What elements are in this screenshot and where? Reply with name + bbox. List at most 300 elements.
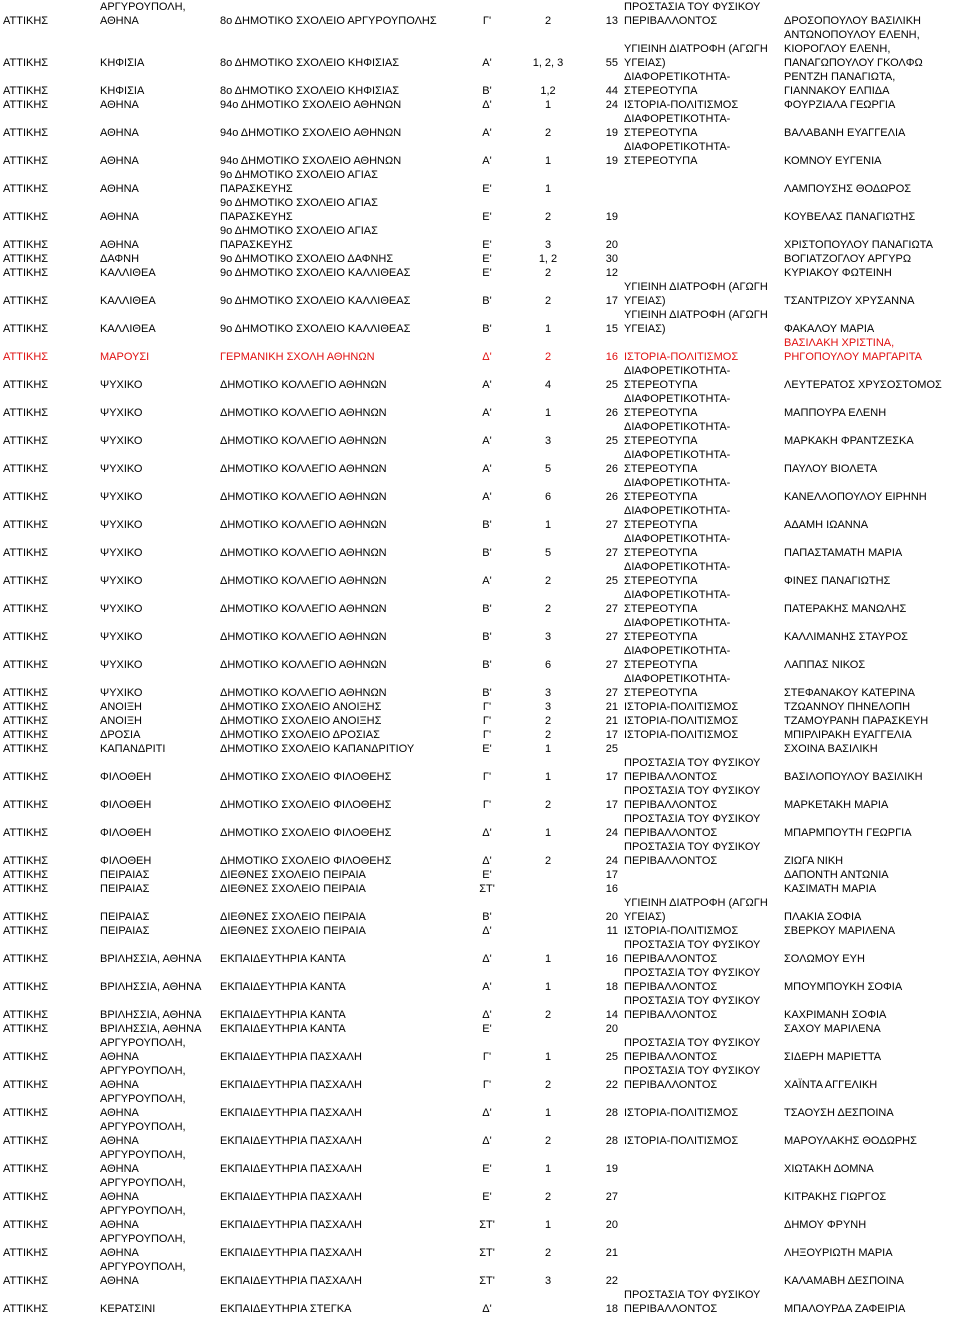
students-cell: 24	[605, 99, 618, 111]
region-cell: ΑΤΤΙΚΗΣ	[3, 155, 49, 167]
grade-cell: Δ'	[482, 953, 492, 965]
section-cell: 2	[544, 855, 552, 867]
subject-cell: ΥΓΙΕΙΝΗ ΔΙΑΤΡΟΦΗ (ΑΓΩΓΗ ΥΓΕΙΑΣ)	[624, 897, 768, 923]
school-cell: 9ο ΔΗΜΟΤΙΚΟ ΣΧΟΛΕΙΟ ΚΑΛΛΙΘΕΑΣ	[220, 295, 411, 307]
subject-cell: ΔΙΑΦΟΡΕΤΙΚΟΤΗΤΑ- ΣΤΕΡΕΟΤΥΠΑ	[624, 617, 731, 643]
area-cell: ΑΘΗΝΑ	[100, 127, 139, 139]
subject-cell: ΙΣΤΟΡΙΑ-ΠΟΛΙΤΙΣΜΟΣ	[624, 351, 739, 363]
table-row	[0, 1036, 960, 1064]
grade-cell: Δ'	[482, 827, 492, 839]
subject-cell: ΠΡΟΣΤΑΣΙΑ ΤΟΥ ΦΥΣΙΚΟΥ ΠΕΡΙΒΑΛΛΟΝΤΟΣ	[624, 967, 761, 993]
region-cell: ΑΤΤΙΚΗΣ	[3, 687, 49, 699]
section-cell: 2	[544, 127, 552, 139]
subject-cell: ΔΙΑΦΟΡΕΤΙΚΟΤΗΤΑ- ΣΤΕΡΕΟΤΥΠΑ	[624, 589, 731, 615]
section-cell: 1	[544, 183, 552, 195]
grade-cell: Β'	[482, 85, 492, 97]
section-cell: 2	[544, 211, 552, 223]
grade-cell: Γ'	[482, 729, 492, 741]
section-cell: 1	[544, 1107, 552, 1119]
section-cell: 1	[544, 771, 552, 783]
grade-cell: Δ'	[482, 351, 492, 363]
teacher-cell: ΜΠΑΡΜΠΟΥΤΗ ΓΕΩΡΓΙΑ	[784, 827, 912, 839]
section-cell: 3	[544, 631, 552, 643]
area-cell: ΚΑΛΛΙΘΕΑ	[100, 295, 156, 307]
section-cell: 1	[544, 743, 552, 755]
subject-cell: ΙΣΤΟΡΙΑ-ΠΟΛΙΤΙΣΜΟΣ	[624, 1107, 739, 1119]
subject-cell: ΠΡΟΣΤΑΣΙΑ ΤΟΥ ΦΥΣΙΚΟΥ ΠΕΡΙΒΑΛΛΟΝΤΟΣ	[624, 1065, 761, 1091]
grade-cell: Γ'	[482, 1079, 492, 1091]
students-cell: 27	[605, 519, 618, 531]
section-cell: 1	[544, 323, 552, 335]
region-cell: ΑΤΤΙΚΗΣ	[3, 729, 49, 741]
teacher-cell: ΚΙΤΡΑΚΗΣ ΓΙΩΡΓΟΣ	[784, 1191, 887, 1203]
school-cell: 94ο ΔΗΜΟΤΙΚΟ ΣΧΟΛΕΙΟ ΑΘΗΝΩΝ	[220, 99, 402, 111]
school-cell: ΔΗΜΟΤΙΚΟ ΣΧΟΛΕΙΟ ΦΙΛΟΘΕΗΣ	[220, 771, 392, 783]
students-cell: 19	[605, 155, 618, 167]
subject-cell: ΥΓΙΕΙΝΗ ΔΙΑΤΡΟΦΗ (ΑΓΩΓΗ ΥΓΕΙΑΣ)	[624, 281, 768, 307]
region-cell: ΑΤΤΙΚΗΣ	[3, 295, 49, 307]
school-cell: ΕΚΠΑΙΔΕΥΤΗΡΙΑ ΠΑΣΧΑΛΗ	[220, 1051, 362, 1063]
subject-cell: ΔΙΑΦΟΡΕΤΙΚΟΤΗΤΑ- ΣΤΕΡΕΟΤΥΠΑ	[624, 561, 731, 587]
region-cell: ΑΤΤΙΚΗΣ	[3, 827, 49, 839]
school-cell: 9ο ΔΗΜΟΤΙΚΟ ΣΧΟΛΕΙΟ ΚΑΛΛΙΘΕΑΣ	[220, 323, 411, 335]
teacher-cell: ΣΙΔΕΡΗ ΜΑΡΙΕΤΤΑ	[784, 1051, 882, 1063]
subject-cell: ΙΣΤΟΡΙΑ-ΠΟΛΙΤΙΣΜΟΣ	[624, 1135, 739, 1147]
area-cell: ΜΑΡΟΥΣΙ	[100, 351, 150, 363]
table-row	[0, 742, 960, 756]
teacher-cell: ΚΟΥΒΕΛΑΣ ΠΑΝΑΓΙΩΤΗΣ	[784, 211, 916, 223]
section-cell: 1	[544, 953, 552, 965]
teacher-cell: ΦΙΝΕΣ ΠΑΝΑΓΙΩΤΗΣ	[784, 575, 891, 587]
grade-cell: Ε'	[482, 267, 492, 279]
area-cell: ΑΝΟΙΞΗ	[100, 701, 142, 713]
subject-cell	[621, 224, 781, 252]
school-cell: ΔΗΜΟΤΙΚΟ ΣΧΟΛΕΙΟ ΔΡΟΣΙΑΣ	[220, 729, 380, 741]
section-cell: 2	[544, 799, 552, 811]
section-cell: 2	[544, 15, 552, 27]
grade-cell: Α'	[482, 379, 492, 391]
grade-cell: Β'	[482, 687, 492, 699]
school-cell: ΔΗΜΟΤΙΚΟ ΣΧΟΛΕΙΟ ΦΙΛΟΘΕΗΣ	[220, 799, 392, 811]
area-cell: ΑΡΓΥΡΟΥΠΟΛΗ, ΑΘΗΝΑ	[100, 1177, 186, 1203]
teacher-cell: ΚΑΛΑΜΑΒΗ ΔΕΣΠΟΙΝΑ	[784, 1275, 904, 1287]
subject-cell: ΔΙΑΦΟΡΕΤΙΚΟΤΗΤΑ- ΣΤΕΡΕΟΤΥΠΑ	[624, 673, 731, 699]
grade-cell: Δ'	[482, 1009, 492, 1021]
grade-cell: Ε'	[482, 239, 492, 251]
subject-cell: ΠΡΟΣΤΑΣΙΑ ΤΟΥ ΦΥΣΙΚΟΥ ΠΕΡΙΒΑΛΛΟΝΤΟΣ	[624, 1037, 761, 1063]
section-cell	[517, 924, 579, 938]
region-cell: ΑΤΤΙΚΗΣ	[3, 211, 49, 223]
region-cell: ΑΤΤΙΚΗΣ	[3, 631, 49, 643]
grade-cell: ΣΤ'	[479, 1275, 495, 1287]
area-cell: ΑΡΓΥΡΟΥΠΟΛΗ, ΑΘΗΝΑ	[100, 1121, 186, 1147]
students-cell: 21	[605, 701, 618, 713]
subject-cell: ΔΙΑΦΟΡΕΤΙΚΟΤΗΤΑ- ΣΤΕΡΕΟΤΥΠΑ	[624, 141, 731, 167]
subject-cell: ΔΙΑΦΟΡΕΤΙΚΟΤΗΤΑ- ΣΤΕΡΕΟΤΥΠΑ	[624, 505, 731, 531]
subject-cell: ΔΙΑΦΟΡΕΤΙΚΟΤΗΤΑ- ΣΤΕΡΕΟΤΥΠΑ	[624, 421, 731, 447]
table-row	[0, 868, 960, 882]
area-cell: ΔΡΟΣΙΑ	[100, 729, 141, 741]
area-cell: ΑΘΗΝΑ	[100, 239, 139, 251]
school-cell: ΔΙΕΘΝΕΣ ΣΧΟΛΕΙΟ ΠΕΙΡΑΙΑ	[220, 869, 366, 881]
grade-cell: Δ'	[482, 1135, 492, 1147]
students-cell: 55	[605, 57, 618, 69]
students-cell: 11	[606, 925, 618, 937]
grade-cell: Γ'	[482, 715, 492, 727]
area-cell: ΦΙΛΟΘΕΗ	[100, 827, 152, 839]
area-cell: ΒΡΙΛΗΣΣΙΑ, ΑΘΗΝΑ	[100, 953, 202, 965]
subject-cell: ΔΙΑΦΟΡΕΤΙΚΟΤΗΤΑ- ΣΤΕΡΕΟΤΥΠΑ	[624, 365, 731, 391]
section-cell: 1, 2, 3	[532, 57, 564, 69]
students-cell: 17	[605, 729, 618, 741]
students-cell: 17	[605, 869, 618, 881]
area-cell: ΑΡΓΥΡΟΥΠΟΛΗ, ΑΘΗΝΑ	[100, 1233, 186, 1259]
region-cell: ΑΤΤΙΚΗΣ	[3, 407, 49, 419]
area-cell: ΨΥΧΙΚΟ	[100, 463, 143, 475]
table-row	[0, 644, 960, 672]
school-cell: ΕΚΠΑΙΔΕΥΤΗΡΙΑ ΣΤΕΓΚΑ	[220, 1303, 352, 1315]
school-cell: ΔΗΜΟΤΙΚΟ ΚΟΛΛΕΓΙΟ ΑΘΗΝΩΝ	[220, 463, 387, 475]
school-cell: ΕΚΠΑΙΔΕΥΤΗΡΙΑ ΚΑΝΤΑ	[220, 953, 346, 965]
school-cell: ΔΗΜΟΤΙΚΟ ΚΟΛΛΕΓΙΟ ΑΘΗΝΩΝ	[220, 687, 387, 699]
school-cell: ΕΚΠΑΙΔΕΥΤΗΡΙΑ ΚΑΝΤΑ	[220, 981, 346, 993]
area-cell: ΠΕΙΡΑΙΑΣ	[100, 925, 150, 937]
section-cell	[517, 1288, 579, 1316]
region-cell: ΑΤΤΙΚΗΣ	[3, 239, 49, 251]
area-cell: ΑΡΓΥΡΟΥΠΟΛΗ, ΑΘΗΝΑ	[100, 1093, 186, 1119]
section-cell: 2	[544, 1191, 552, 1203]
teacher-cell: ΠΑΠΑΣΤΑΜΑΤΗ ΜΑΡΙΑ	[784, 547, 903, 559]
students-cell: 20	[605, 1023, 618, 1035]
students-cell: 26	[605, 463, 618, 475]
grade-cell: Ε'	[482, 183, 492, 195]
grade-cell: Δ'	[482, 855, 492, 867]
school-cell: ΔΗΜΟΤΙΚΟ ΚΟΛΛΕΓΙΟ ΑΘΗΝΩΝ	[220, 435, 387, 447]
teacher-cell: ΜΑΠΠΟΥΡΑ ΕΛΕΝΗ	[784, 407, 887, 419]
subject-cell: ΠΡΟΣΤΑΣΙΑ ΤΟΥ ΦΥΣΙΚΟΥ ΠΕΡΙΒΑΛΛΟΝΤΟΣ	[624, 939, 761, 965]
area-cell: ΨΥΧΙΚΟ	[100, 631, 143, 643]
subject-cell: ΥΓΙΕΙΝΗ ΔΙΑΤΡΟΦΗ (ΑΓΩΓΗ ΥΓΕΙΑΣ)	[624, 309, 768, 335]
table-row	[0, 672, 960, 700]
area-cell: ΨΥΧΙΚΟ	[100, 659, 143, 671]
teacher-cell: ΜΠΑΛΟΥΡΔΑ ΖΑΦΕΙΡΙΑ	[784, 1303, 906, 1315]
region-cell: ΑΤΤΙΚΗΣ	[3, 743, 49, 755]
section-cell: 1	[544, 1051, 552, 1063]
section-cell: 2	[544, 267, 552, 279]
students-cell: 19	[605, 127, 618, 139]
subject-cell	[621, 196, 781, 224]
area-cell: ΨΥΧΙΚΟ	[100, 519, 143, 531]
section-cell: 1, 2	[538, 253, 558, 265]
region-cell: ΑΤΤΙΚΗΣ	[3, 953, 49, 965]
table-row	[0, 728, 960, 742]
subject-cell	[621, 266, 781, 280]
teacher-cell: ΣΧΟΙΝΑ ΒΑΣΙΛΙΚΗ	[784, 743, 878, 755]
table-row	[0, 994, 960, 1022]
students-cell: 25	[605, 743, 618, 755]
section-cell: 1	[544, 981, 552, 993]
students-cell: 28	[605, 1135, 618, 1147]
teacher-cell: ΣΤΕΦΑΝΑΚΟΥ ΚΑΤΕΡΙΝΑ	[784, 687, 915, 699]
teacher-cell: ΜΑΡΚΕΤΑΚΗ ΜΑΡΙΑ	[784, 799, 889, 811]
table-row	[0, 924, 960, 938]
students-cell: 22	[605, 1275, 618, 1287]
students-cell: 27	[605, 547, 618, 559]
teacher-cell: ΔΑΠΟΝΤΗ ΑΝΤΩΝΙΑ	[784, 869, 889, 881]
region-cell: ΑΤΤΙΚΗΣ	[3, 1009, 49, 1021]
school-cell: ΕΚΠΑΙΔΕΥΤΗΡΙΑ ΚΑΝΤΑ	[220, 1009, 346, 1021]
region-cell: ΑΤΤΙΚΗΣ	[3, 435, 49, 447]
section-cell: 3	[544, 687, 552, 699]
students-cell: 26	[605, 491, 618, 503]
area-cell: ΨΥΧΙΚΟ	[100, 491, 143, 503]
region-cell: ΑΤΤΙΚΗΣ	[3, 1191, 49, 1203]
students-cell: 20	[605, 239, 618, 251]
teacher-cell: ΛΑΠΠΑΣ ΝΙΚΟΣ	[784, 659, 866, 671]
table-row	[0, 700, 960, 714]
area-cell: ΚΗΦΙΣΙΑ	[100, 85, 145, 97]
region-cell: ΑΤΤΙΚΗΣ	[3, 1219, 49, 1231]
area-cell: ΨΥΧΙΚΟ	[100, 575, 143, 587]
area-cell: ΠΕΙΡΑΙΑΣ	[100, 869, 150, 881]
area-cell: ΨΥΧΙΚΟ	[100, 435, 143, 447]
teacher-cell: ΜΑΡΟΥΛΑΚΗΣ ΘΟΔΩΡΗΣ	[784, 1135, 917, 1147]
table-row	[0, 840, 960, 868]
area-cell: ΦΙΛΟΘΕΗ	[100, 771, 152, 783]
table-row	[0, 420, 960, 448]
region-cell: ΑΤΤΙΚΗΣ	[3, 15, 49, 27]
school-cell: ΔΗΜΟΤΙΚΟ ΚΟΛΛΕΓΙΟ ΑΘΗΝΩΝ	[220, 519, 387, 531]
table-row	[0, 714, 960, 728]
region-cell: ΑΤΤΙΚΗΣ	[3, 1247, 49, 1259]
school-cell: ΔΙΕΘΝΕΣ ΣΧΟΛΕΙΟ ΠΕΙΡΑΙΑ	[220, 925, 366, 937]
students-cell: 28	[605, 1107, 618, 1119]
grade-cell: Ε'	[482, 253, 492, 265]
teacher-cell: ΑΔΑΜΗ ΙΩΑΝΝΑ	[784, 519, 869, 531]
students-cell: 27	[605, 687, 618, 699]
section-cell: 2	[544, 603, 552, 615]
school-cell: ΔΙΕΘΝΕΣ ΣΧΟΛΕΙΟ ΠΕΙΡΑΙΑ	[220, 883, 366, 895]
subject-cell: ΔΙΑΦΟΡΕΤΙΚΟΤΗΤΑ- ΣΤΕΡΕΟΤΥΠΑ	[624, 645, 731, 671]
section-cell: 2	[544, 575, 552, 587]
teacher-cell: ΧΑΪΝΤΑ ΑΓΓΕΛΙΚΗ	[784, 1079, 878, 1091]
students-cell: 19	[605, 211, 618, 223]
region-cell: ΑΤΤΙΚΗΣ	[3, 883, 49, 895]
students-cell: 27	[605, 631, 618, 643]
students-cell: 15	[605, 323, 618, 335]
section-cell: 3	[544, 435, 552, 447]
school-cell: 8ο ΔΗΜΟΤΙΚΟ ΣΧΟΛΕΙΟ ΚΗΦΙΣΙΑΣ	[220, 85, 400, 97]
table-row	[0, 476, 960, 504]
table-row	[0, 98, 960, 112]
teacher-cell: ΚΟΜΝΟΥ ΕΥΓΕΝΙΑ	[784, 155, 882, 167]
table-row	[0, 308, 960, 336]
students-cell	[579, 168, 621, 196]
school-cell: ΔΙΕΘΝΕΣ ΣΧΟΛΕΙΟ ΠΕΙΡΑΙΑ	[220, 911, 366, 923]
grade-cell: Β'	[482, 631, 492, 643]
school-cell: ΕΚΠΑΙΔΕΥΤΗΡΙΑ ΠΑΣΧΑΛΗ	[220, 1219, 362, 1231]
table-row	[0, 560, 960, 588]
students-cell: 21	[605, 1247, 618, 1259]
teacher-cell: ΚΑΛΛΙΜΑΝΗΣ ΣΤΑΥΡΟΣ	[784, 631, 908, 643]
subject-cell: ΔΙΑΦΟΡΕΤΙΚΟΤΗΤΑ- ΣΤΕΡΕΟΤΥΠΑ	[624, 113, 731, 139]
table-row	[0, 1022, 960, 1036]
subject-cell	[621, 1260, 781, 1288]
region-cell: ΑΤΤΙΚΗΣ	[3, 603, 49, 615]
school-cell: ΕΚΠΑΙΔΕΥΤΗΡΙΑ ΠΑΣΧΑΛΗ	[220, 1135, 362, 1147]
teacher-cell: ΚΥΡΙΑΚΟΥ ΦΩΤΕΙΝΗ	[784, 267, 892, 279]
grade-cell: Α'	[482, 155, 492, 167]
grade-cell: Γ'	[482, 771, 492, 783]
students-cell: 26	[605, 407, 618, 419]
teacher-cell: ΤΣΑΟΥΣΗ ΔΕΣΠΟΙΝΑ	[784, 1107, 894, 1119]
students-cell: 25	[605, 435, 618, 447]
region-cell: ΑΤΤΙΚΗΣ	[3, 267, 49, 279]
area-cell: ΑΡΓΥΡΟΥΠΟΛΗ, ΑΘΗΝΑ	[100, 1261, 186, 1287]
students-cell: 12	[605, 267, 618, 279]
students-cell: 16	[605, 351, 618, 363]
region-cell: ΑΤΤΙΚΗΣ	[3, 1163, 49, 1175]
grade-cell: ΣΤ'	[479, 1219, 495, 1231]
grade-cell: ΣΤ'	[479, 1247, 495, 1259]
section-cell: 3	[544, 239, 552, 251]
area-cell: ΑΘΗΝΑ	[100, 183, 139, 195]
table-row	[0, 1260, 960, 1288]
section-cell: 2	[544, 729, 552, 741]
table-row	[0, 280, 960, 308]
students-cell: 25	[605, 379, 618, 391]
subject-cell: ΥΓΙΕΙΝΗ ΔΙΑΤΡΟΦΗ (ΑΓΩΓΗ ΥΓΕΙΑΣ)	[624, 43, 768, 69]
section-cell: 1	[544, 99, 552, 111]
grade-cell: Δ'	[482, 1303, 492, 1315]
school-cell: 8ο ΔΗΜΟΤΙΚΟ ΣΧΟΛΕΙΟ ΑΡΓΥΡΟΥΠΟΛΗΣ	[220, 15, 437, 27]
section-cell: 2	[544, 715, 552, 727]
subject-cell: ΙΣΤΟΡΙΑ-ΠΟΛΙΤΙΣΜΟΣ	[624, 729, 739, 741]
school-cell: ΔΗΜΟΤΙΚΟ ΣΧΟΛΕΙΟ ΦΙΛΟΘΕΗΣ	[220, 855, 392, 867]
table-row	[0, 756, 960, 784]
school-cell: ΔΗΜΟΤΙΚΟ ΚΟΛΛΕΓΙΟ ΑΘΗΝΩΝ	[220, 603, 387, 615]
grade-cell: Ε'	[482, 1191, 492, 1203]
students-cell: 18	[605, 1303, 618, 1315]
grade-cell: Δ'	[482, 99, 492, 111]
grade-cell: Ε'	[482, 211, 492, 223]
table-row	[0, 784, 960, 812]
grade-cell: Α'	[482, 491, 492, 503]
area-cell: ΚΕΡΑΤΣΙΝΙ	[100, 1303, 156, 1315]
school-cell: ΔΗΜΟΤΙΚΟ ΚΟΛΛΕΓΙΟ ΑΘΗΝΩΝ	[220, 575, 387, 587]
school-cell: ΕΚΠΑΙΔΕΥΤΗΡΙΑ ΠΑΣΧΑΛΗ	[220, 1079, 362, 1091]
table-row	[0, 532, 960, 560]
section-cell: 3	[544, 701, 552, 713]
students-cell: 20	[605, 911, 618, 923]
region-cell: ΑΤΤΙΚΗΣ	[3, 99, 49, 111]
grade-cell: Β'	[482, 547, 492, 559]
teacher-cell: ΚΑΣΙΜΑΤΗ ΜΑΡΙΑ	[784, 883, 877, 895]
school-cell: ΔΗΜΟΤΙΚΟ ΚΟΛΛΕΓΙΟ ΑΘΗΝΩΝ	[220, 659, 387, 671]
table-row	[0, 392, 960, 420]
grade-cell: Α'	[482, 407, 492, 419]
area-cell: ΒΡΙΛΗΣΣΙΑ, ΑΘΗΝΑ	[100, 1023, 202, 1035]
teacher-cell: ΤΣΑΝΤΡΙΖΟΥ ΧΡΥΣΑΝΝΑ	[784, 295, 915, 307]
subject-cell: ΠΡΟΣΤΑΣΙΑ ΤΟΥ ΦΥΣΙΚΟΥ ΠΕΡΙΒΑΛΛΟΝΤΟΣ	[624, 813, 761, 839]
students-cell: 17	[605, 771, 618, 783]
table-row	[0, 588, 960, 616]
subject-cell	[621, 742, 781, 756]
table-row	[0, 0, 960, 28]
area-cell: ΚΑΠΑΝΔΡΙΤΙ	[100, 743, 166, 755]
section-cell: 1	[544, 155, 552, 167]
region-cell: ΑΤΤΙΚΗΣ	[3, 911, 49, 923]
table-row	[0, 112, 960, 140]
school-cell: ΔΗΜΟΤΙΚΟ ΚΟΛΛΕΓΙΟ ΑΘΗΝΩΝ	[220, 491, 387, 503]
table-row	[0, 196, 960, 224]
section-cell: 2	[544, 295, 552, 307]
students-cell: 17	[605, 799, 618, 811]
section-cell: 1	[544, 1219, 552, 1231]
area-cell: ΠΕΙΡΑΙΑΣ	[100, 883, 150, 895]
students-cell: 30	[605, 253, 618, 265]
students-cell: 27	[605, 659, 618, 671]
teacher-cell: ΒΑΣΙΛΑΚΗ ΧΡΙΣΤΙΝΑ, ΡΗΓΟΠΟΥΛΟΥ ΜΑΡΓΑΡΙΤΑ	[784, 337, 922, 363]
section-cell: 4	[544, 379, 552, 391]
region-cell: ΑΤΤΙΚΗΣ	[3, 1275, 49, 1287]
section-cell	[517, 882, 579, 896]
grade-cell: Γ'	[482, 15, 492, 27]
area-cell: ΚΑΛΛΙΘΕΑ	[100, 323, 156, 335]
table-row	[0, 882, 960, 896]
table-row	[0, 364, 960, 392]
grade-cell: Γ'	[482, 1051, 492, 1063]
grade-cell: ΣΤ'	[479, 883, 495, 895]
table-row	[0, 812, 960, 840]
section-cell	[517, 896, 579, 924]
school-cell: ΕΚΠΑΙΔΕΥΤΗΡΙΑ ΠΑΣΧΑΛΗ	[220, 1191, 362, 1203]
area-cell: ΑΡΓΥΡΟΥΠΟΛΗ, ΑΘΗΝΑ	[100, 1149, 186, 1175]
students-cell: 25	[605, 1051, 618, 1063]
region-cell: ΑΤΤΙΚΗΣ	[3, 253, 49, 265]
school-cell: ΔΗΜΟΤΙΚΟ ΣΧΟΛΕΙΟ ΑΝΟΙΞΗΣ	[220, 715, 382, 727]
school-cell: ΔΗΜΟΤΙΚΟ ΚΟΛΛΕΓΙΟ ΑΘΗΝΩΝ	[220, 407, 387, 419]
table-row	[0, 1120, 960, 1148]
region-cell: ΑΤΤΙΚΗΣ	[3, 323, 49, 335]
table-row	[0, 224, 960, 252]
students-cell: 27	[605, 603, 618, 615]
students-cell: 27	[605, 1191, 618, 1203]
grade-cell: Ε'	[482, 1023, 492, 1035]
subject-cell	[621, 1022, 781, 1036]
students-cell: 22	[605, 1079, 618, 1091]
teacher-cell: ΠΑΥΛΟΥ ΒΙΟΛΕΤΑ	[784, 463, 878, 475]
school-cell: ΕΚΠΑΙΔΕΥΤΗΡΙΑ ΠΑΣΧΑΛΗ	[220, 1275, 362, 1287]
subject-cell: ΔΙΑΦΟΡΕΤΙΚΟΤΗΤΑ- ΣΤΕΡΕΟΤΥΠΑ	[624, 71, 731, 97]
area-cell: ΑΘΗΝΑ	[100, 99, 139, 111]
section-cell: 1	[544, 1163, 552, 1175]
area-cell: ΨΥΧΙΚΟ	[100, 547, 143, 559]
students-cell: 16	[605, 883, 618, 895]
region-cell: ΑΤΤΙΚΗΣ	[3, 1135, 49, 1147]
area-cell: ΨΥΧΙΚΟ	[100, 379, 143, 391]
subject-cell	[621, 252, 781, 266]
subject-cell: ΙΣΤΟΡΙΑ-ΠΟΛΙΤΙΣΜΟΣ	[624, 715, 739, 727]
grade-cell: Γ'	[482, 701, 492, 713]
teacher-cell: ΒΑΛΑΒΑΝΗ ΕΥΑΓΓΕΛΙΑ	[784, 127, 906, 139]
grade-cell: Γ'	[482, 799, 492, 811]
school-cell: 9ο ΔΗΜΟΤΙΚΟ ΣΧΟΛΕΙΟ ΔΑΦΝΗΣ	[220, 253, 394, 265]
table-row	[0, 252, 960, 266]
section-cell: 2	[544, 1135, 552, 1147]
students-cell: 24	[605, 827, 618, 839]
teacher-cell: ΜΠΟΥΜΠΟΥΚΗ ΣΟΦΙΑ	[784, 981, 903, 993]
